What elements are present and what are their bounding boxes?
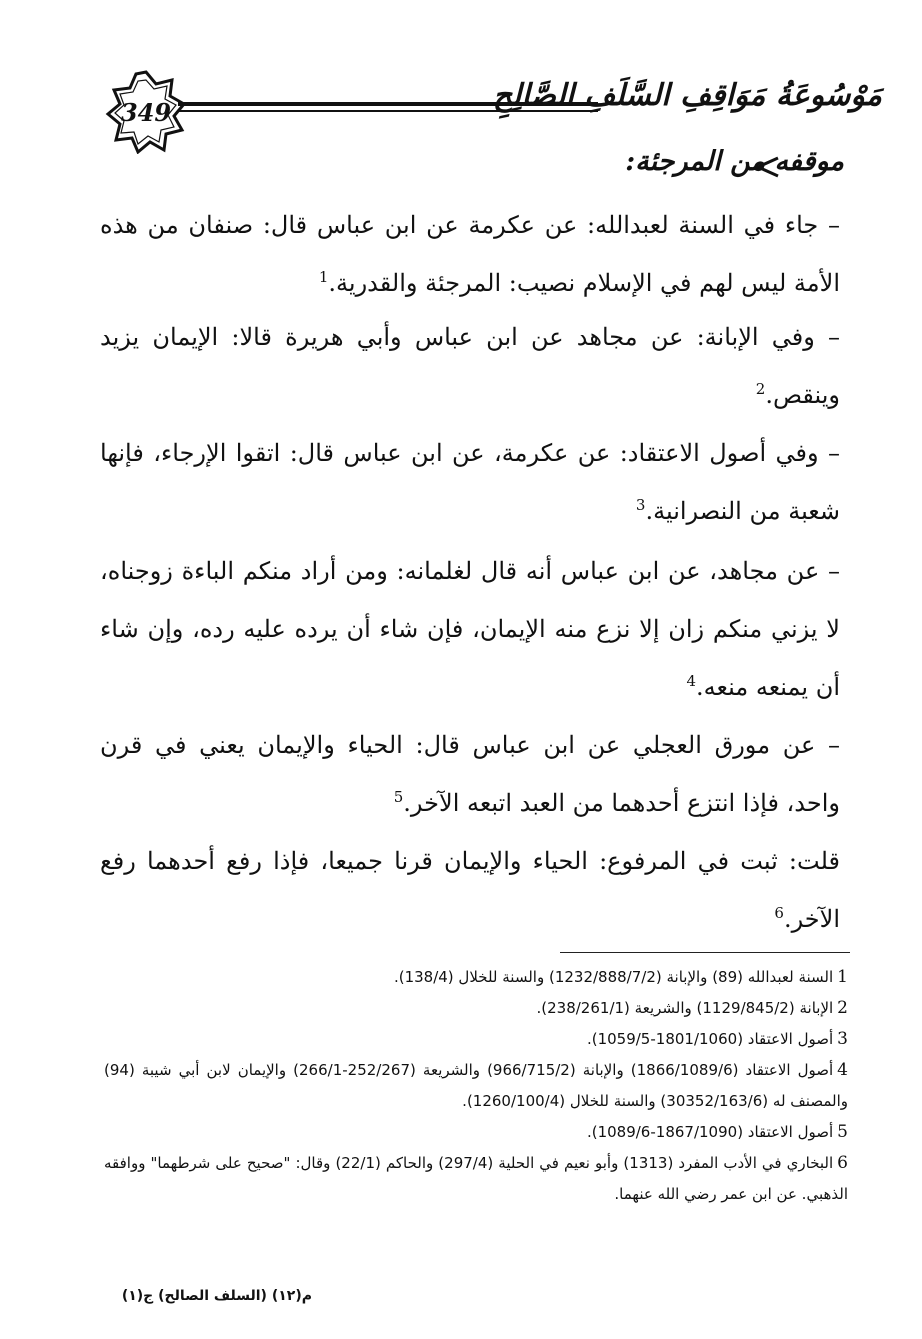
footnote [104, 1055, 848, 1117]
paragraph [100, 196, 840, 308]
footnote-text: أصول الاعتقاد (1866/1089/6) والإبانة (966/715/2) والشريعة (252/267-266/1) والإيمان لابن أبي شيبة (94) والمصنف له (30352/163/6) والسنة للخلال (1260/100/4). [104, 1061, 848, 1110]
paragraph [100, 716, 840, 832]
footnote [104, 1117, 848, 1148]
footnote-divider [560, 952, 850, 953]
page-number-badge [104, 70, 188, 154]
footnote-text: الإبانة (1129/845/2) والشريعة (238/261/1). [536, 999, 834, 1017]
footnote [104, 1024, 848, 1055]
footnote [104, 993, 848, 1024]
paragraph [100, 832, 840, 948]
footnote-ref[interactable]: 3 [635, 496, 646, 514]
page-header [0, 60, 922, 150]
footnote-number: 6 [837, 1153, 848, 1173]
footnote [104, 962, 848, 993]
footnote-ref[interactable]: 6 [774, 904, 784, 922]
footnote-number: 3 [837, 1029, 848, 1049]
footnote-ref[interactable]: 4 [686, 672, 697, 690]
body-text [100, 196, 840, 948]
footnote [104, 1148, 848, 1210]
paragraph-text: – وفي الإبانة: عن مجاهد عن ابن عباس وأبي هريرة قالا: الإيمان يزيد وينقص. [100, 323, 840, 409]
footnote-text: السنة لعبدالله (89) والإبانة (1232/888/7/2) والسنة للخلال (138/4). [393, 968, 834, 986]
footnote-number: 4 [837, 1060, 848, 1080]
footnotes [104, 962, 848, 1210]
paragraph-text: – عن مورق العجلي عن ابن عباس قال: الحياء والإيمان يعني في قرن واحد، فإذا انتزع أحدهما من العبد اتبعه الآخر. [100, 731, 840, 817]
footnote-ref[interactable]: 2 [755, 380, 766, 398]
paragraph-text: – عن مجاهد، عن ابن عباس أنه قال لغلمانه: ومن أراد منكم الباءة زوجناه، لا يزني منكم زان إلا نزع منه الإيمان، فإن شاء أن يرده عليه رده، وإن شاء أن يمنعه منعه. [100, 557, 840, 701]
paragraph [100, 424, 840, 542]
printer-signature: م(١٢) (السلف الصالح) ج(١) [121, 1288, 312, 1304]
page-number: 349 [120, 97, 172, 127]
footnote-text: البخاري في الأدب المفرد (1313) وأبو نعيم في الحلية (297/4) والحاكم (22/1) وقال: "صحيح على شرطهما" ووافقه الذهبي. عن ابن عمر رضي الله عنهما. [104, 1154, 848, 1203]
section-heading [344, 146, 844, 177]
section-title: موقفه من المرجئة: [625, 146, 844, 177]
paragraph [100, 542, 840, 716]
footnote-text: أصول الاعتقاد (1801/1060-1059/5). [586, 1030, 834, 1048]
paragraph [100, 308, 840, 424]
footnote-number: 5 [837, 1122, 848, 1142]
paragraph-text: – وفي أصول الاعتقاد: عن عكرمة، عن ابن عباس قال: اتقوا الإرجاء، فإنها شعبة من النصرانية. [100, 439, 840, 525]
footnote-text: أصول الاعتقاد (1867/1090-1089/6). [586, 1123, 834, 1141]
arrow-left-icon [754, 154, 780, 180]
series-title: مَوْسُوعَةُ مَوَاقِفِ السَّلَفِ الصَّالِحِ [492, 78, 882, 113]
paragraph-text: – جاء في السنة لعبدالله: عن عكرمة عن ابن عباس قال: صنفان من هذه الأمة ليس لهم في الإسلام نصيب: المرجئة والقدرية. [100, 211, 840, 297]
footnote-ref[interactable]: 1 [318, 268, 329, 286]
footnote-number: 2 [837, 998, 848, 1018]
footnote-ref[interactable]: 5 [393, 788, 404, 806]
paragraph-text: قلت: ثبت في المرفوع: الحياء والإيمان قرنا جميعا، فإذا رفع أحدهما رفع الآخر. [100, 847, 840, 933]
footnote-number: 1 [837, 967, 848, 987]
